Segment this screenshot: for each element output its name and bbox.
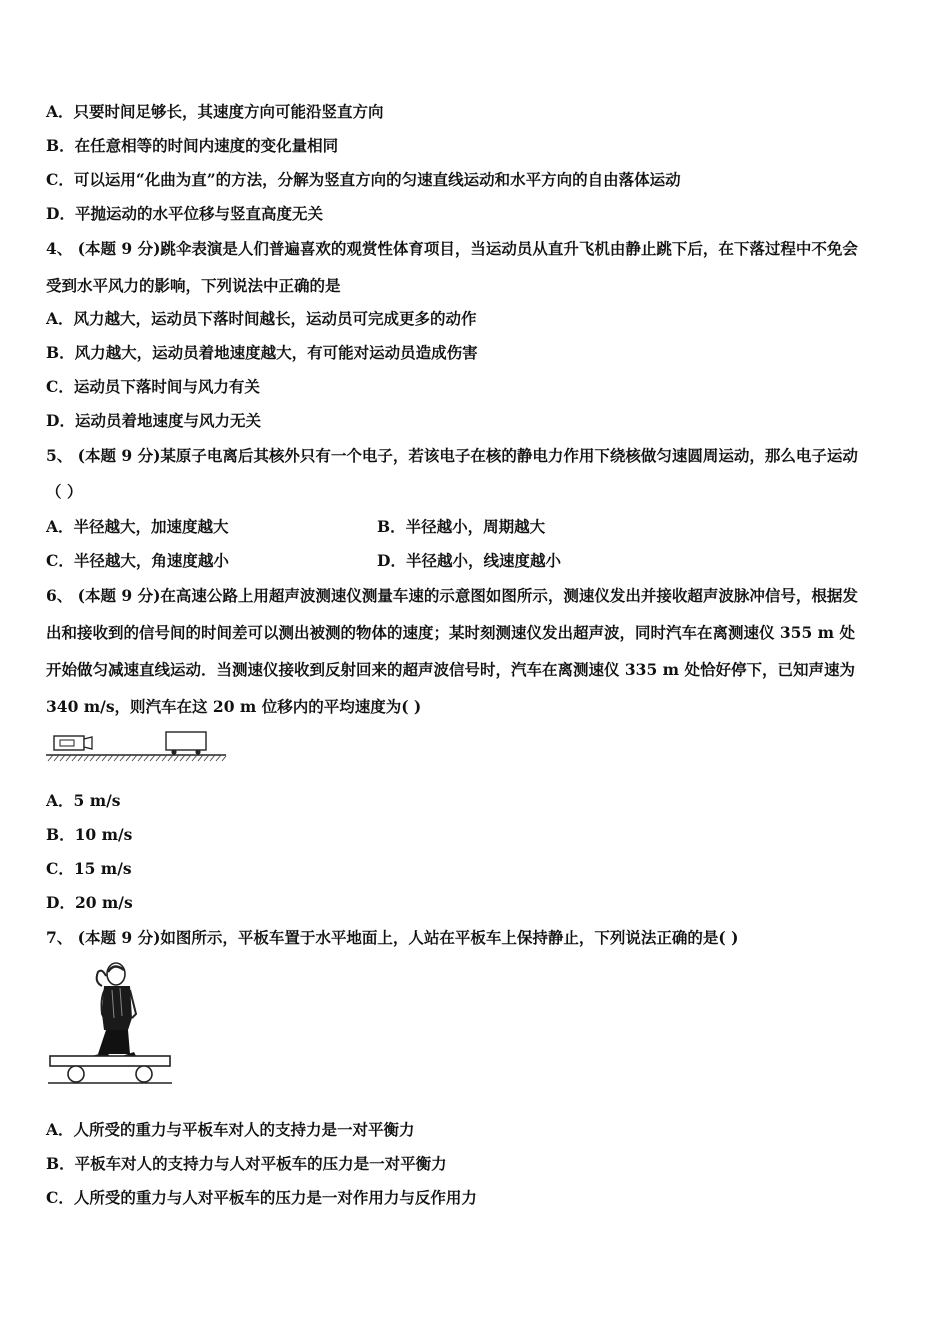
q4-option-c: C．运动员下落时间与风力有关 xyxy=(46,377,260,396)
q5-stem-line2: （ ） xyxy=(46,482,83,501)
q7-option-b: B．平板车对人的支持力与人对平板车的压力是一对平衡力 xyxy=(46,1154,447,1173)
q4-option-a: A．风力越大，运动员下落时间越长，运动员可完成更多的动作 xyxy=(46,309,477,328)
q6-stem-line3: 开始做匀减速直线运动．当测速仪接收到反射回来的超声波信号时，汽车在离测速仪 335 m 处恰好停下，已知声速为 xyxy=(46,660,855,679)
q3-option-a: A．只要时间足够长，其速度方向可能沿竖直方向 xyxy=(46,102,384,121)
q5-option-b: B．半径越小，周期越大 xyxy=(377,517,546,536)
q4-option-b: B．风力越大，运动员着地速度越大，有可能对运动员造成伤害 xyxy=(46,343,478,362)
q7-option-c: C．人所受的重力与人对平板车的压力是一对作用力与反作用力 xyxy=(46,1188,477,1207)
q5-stem-line1: 5、 (本题 9 分)某原子电离后其核外只有一个电子，若该电子在核的静电力作用下绕核做匀速圆周运动，那么电子运动 xyxy=(46,446,858,465)
q6-option-b: B．10 m/s xyxy=(46,825,133,844)
q6-stem-line1: 6、 (本题 9 分)在高速公路上用超声波测速仪测量车速的示意图如图所示，测速仪发出并接收超声波脉冲信号，根据发 xyxy=(46,586,858,605)
q4-stem-line2: 受到水平风力的影响，下列说法中正确的是 xyxy=(46,276,341,295)
q3-option-c: C．可以运用“化曲为直”的方法，分解为竖直方向的匀速直线运动和水平方向的自由落体运动 xyxy=(46,170,681,189)
q5-option-d: D．半径越小，线速度越小 xyxy=(377,551,561,570)
q3-option-b: B．在任意相等的时间内速度的变化量相同 xyxy=(46,136,339,155)
q6-option-a: A．5 m/s xyxy=(46,791,121,810)
q6-option-c: C．15 m/s xyxy=(46,859,132,878)
q5-option-a: A．半径越大，加速度越大 xyxy=(46,517,229,536)
q5-option-c: C．半径越大，角速度越小 xyxy=(46,551,229,570)
speed-meter-diagram xyxy=(44,728,230,764)
q7-option-a: A．人所受的重力与平板车对人的支持力是一对平衡力 xyxy=(46,1120,415,1139)
person-figure xyxy=(92,963,136,1056)
q7-stem-line1: 7、 (本题 9 分)如图所示，平板车置于水平地面上，人站在平板车上保持静止，下列说法正确的是( ) xyxy=(46,928,739,947)
q6-stem-line2: 出和接收到的信号间的时间差可以测出被测的物体的速度；某时刻测速仪发出超声波，同时汽车在离测速仪 355 m 处 xyxy=(46,623,855,642)
q6-option-d: D．20 m/s xyxy=(46,893,133,912)
q3-option-d: D．平抛运动的水平位移与竖直高度无关 xyxy=(46,204,323,223)
car xyxy=(166,732,206,750)
flatbed-cart xyxy=(50,1056,170,1066)
person-on-cart-diagram xyxy=(44,958,176,1090)
q4-stem-line1: 4、 (本题 9 分)跳伞表演是人们普遍喜欢的观赏性体育项目，当运动员从直升飞机由静止跳下后，在下落过程中不免会 xyxy=(46,239,858,258)
q4-option-d: D．运动员着地速度与风力无关 xyxy=(46,411,261,430)
q6-stem-line4: 340 m/s，则汽车在这 20 m 位移内的平均速度为( ) xyxy=(46,697,422,716)
